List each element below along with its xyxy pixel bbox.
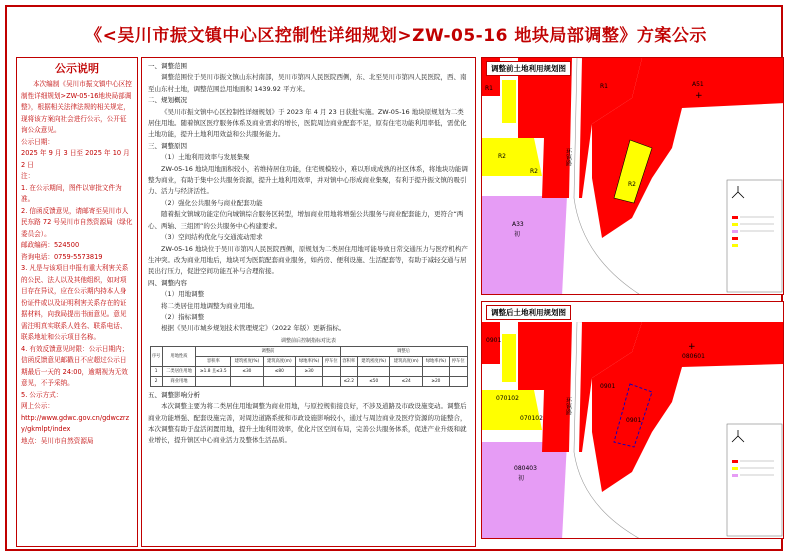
table-row bbox=[150, 366, 467, 376]
notice-paragraph: 公示日期： bbox=[21, 137, 54, 146]
subsection-heading: （2）强化公共服务与商业配套功能 bbox=[161, 198, 263, 207]
map-before-title: 调整前土地利用规划图 bbox=[486, 61, 571, 76]
notice-paragraph: 注： bbox=[21, 172, 35, 180]
notice-paragraph: 4. 有效反馈意见时限：公示日期内；信函反馈意见邮戳日不应超过公示日期最后一天的 24:00，逾期视为无效意见，不予采纳。 bbox=[21, 344, 129, 387]
legend-swatch-residential bbox=[732, 223, 738, 226]
subsection-heading: （1）用地调整 bbox=[161, 290, 205, 299]
legend-swatch-commercial bbox=[732, 216, 738, 219]
residential-parcel bbox=[502, 80, 516, 123]
table-cell bbox=[296, 376, 323, 386]
table-cell: ≤50 bbox=[358, 376, 390, 386]
parcel-label: 0901 bbox=[600, 383, 616, 390]
table-header: 建筑密度(%) bbox=[358, 356, 390, 366]
parcel-label: 070102 bbox=[520, 415, 543, 422]
subsection-heading: （2）指标调整 bbox=[161, 312, 205, 321]
table-cell bbox=[323, 376, 341, 386]
table-header: 容积率 bbox=[196, 356, 231, 366]
parcel-label: R2 bbox=[628, 181, 636, 188]
section-heading: 三、调整原因 bbox=[148, 141, 187, 150]
table-row bbox=[150, 376, 467, 386]
legend-swatch-residential bbox=[732, 467, 738, 470]
subsection-heading: （1）土地利用效率与发展集聚 bbox=[161, 153, 250, 162]
subsection-heading: （3）空间结构优化与交通流动需求 bbox=[161, 233, 263, 242]
residential-parcel bbox=[502, 334, 516, 382]
notice-paragraph: 1. 在公示期间，图件以审批文件为准。 bbox=[21, 183, 122, 203]
table-cell bbox=[449, 376, 467, 386]
section-text: 本次调整主要为将二类居住用地调整为商业用地，与原控规衔接良好，不涉及道路及市政设施变动。调整后商业功能增强、配套设施完善，对周边道路系统和市政设施影响较小，通过与周边商业及医疗资源的功能整合，本次调整有助于盘活闲置用地，提升土地利用效率，优化片区空间布局，完善公共服务体系，促进产业升级和就业增长，提升镇区中心商业活力及整体生活品质。 bbox=[148, 402, 467, 445]
parcel-label: R2 bbox=[530, 168, 538, 175]
table-cell bbox=[449, 366, 467, 376]
table-cell bbox=[231, 376, 263, 386]
content-panel bbox=[141, 57, 476, 547]
legend-swatch-education bbox=[732, 474, 738, 477]
indicator-table bbox=[150, 346, 468, 387]
notice-paragraph: 5. 公示方式： bbox=[21, 390, 63, 399]
table-cell: 1 bbox=[150, 366, 162, 376]
table-cell bbox=[422, 366, 449, 376]
parcel-label: 初 bbox=[514, 231, 521, 238]
education-parcel bbox=[482, 442, 567, 539]
legend-swatch-education bbox=[732, 230, 738, 233]
table-header: 绿地率(%) bbox=[296, 356, 323, 366]
section-text: 调整范围位于吴川市振文镇山东村南部，吴川市第四人民医院西侧，东、北至吴川市第四人民医院，西、南至山东村土地，调整范围总用地面积 1439.92 平方米。 bbox=[148, 73, 467, 93]
table-cell bbox=[263, 376, 296, 386]
table-cell bbox=[196, 376, 231, 386]
parcel-label: 080403 bbox=[514, 465, 537, 472]
table-cell: ≥1.8 且≤3.5 bbox=[196, 366, 231, 376]
notice-paragraph: 本次编制《吴川市振文镇中心区控制性详细规划>ZW-05-16地块局部调整》，根据相关法律法规的相关规定，现将该方案向社会进行公示，公开征询公众意见。 bbox=[21, 80, 132, 134]
education-parcel bbox=[482, 196, 567, 295]
map-after-panel bbox=[481, 301, 784, 539]
table-cell: ≥20 bbox=[422, 376, 449, 386]
notice-paragraph: 地点：吴川市自然资源局 bbox=[21, 436, 94, 445]
table-header: 调整后 bbox=[340, 346, 467, 356]
map-before-panel bbox=[481, 57, 784, 295]
hospital-cross-icon: + bbox=[688, 342, 696, 352]
notice-link[interactable]: http://www.gdwc.gov.cn/gdwczrzy/gkmlpt/index bbox=[21, 413, 130, 433]
table-cell: ≤2.2 bbox=[340, 376, 358, 386]
table-caption: 调整前后控制指标对比表 bbox=[280, 337, 336, 344]
table-cell bbox=[323, 366, 341, 376]
notice-paragraph: 邮政编码：524500 bbox=[21, 241, 80, 249]
table-header: 绿地率(%) bbox=[422, 356, 449, 366]
section-text: ZW-05-16 地块位于吴川市第四人民医院西侧，原规划为二类居住用地可能导致日常交通压力与医疗机构产生冲突。改为商业用地后，地块可为医院配套商业服务，如药房、便利设施、生活配套等，有助于减轻交通与居民出行压力，促进空间功能互补与合理衔接。 bbox=[148, 244, 468, 276]
table-cell: 2 bbox=[150, 376, 162, 386]
table-cell bbox=[390, 366, 423, 376]
page-title: 《<吴川市振文镇中心区控制性详细规划>ZW-05-16 地块局部调整》方案公示 bbox=[85, 26, 707, 46]
table-header: 容积率 bbox=[340, 356, 358, 366]
table-cell bbox=[340, 366, 358, 376]
table-cell: ≤30 bbox=[231, 366, 263, 376]
map-before-svg bbox=[482, 58, 784, 295]
notice-paragraph: 3. 凡是与该项目申报有重大利害关系的公民、法人以及其他组织，如对项目存在异议，应在公示期内持本人身份证件或以及证明利害关系存在的证据材料，向我局提出书面意见。意见需注明真实联系人姓名、联系电话、联系地址和公示项目名称。 bbox=[21, 264, 129, 341]
table-header: 停车位 bbox=[323, 356, 341, 366]
map-after-svg bbox=[482, 302, 784, 539]
parcel-label: 070102 bbox=[496, 395, 519, 402]
section-text: ZW-05-16 地块用地面积较小，若维持居住功能，住宅规模较小，难以形成成熟的社区体系，将地块功能调整为商业，有助于集中公共服务资源，提升土地利用效率，并对镇中心形成商业集聚，有利于提升振文镇的吸引力、活力与经济活性。 bbox=[148, 164, 468, 196]
notice-paragraph: 咨询电话：0759-5573819 bbox=[21, 252, 103, 261]
legend-box bbox=[727, 424, 782, 536]
parcel-label: A51 bbox=[692, 81, 704, 88]
section-heading: 二、规划概况 bbox=[148, 96, 187, 105]
legend-swatch-commercial bbox=[732, 460, 738, 463]
table-header: 调整前 bbox=[196, 346, 340, 356]
road-label: 环镇路 bbox=[564, 148, 572, 166]
table-cell bbox=[358, 366, 390, 376]
legend-box bbox=[727, 180, 782, 292]
table-header: 建筑密度(%) bbox=[231, 356, 263, 366]
table-header: 停车位 bbox=[449, 356, 467, 366]
parcel-label: 初 bbox=[518, 475, 525, 482]
notice-paragraph: 2. 信函反馈意见，请邮寄至吴川市人民东路 72 号吴川市自然资源局（绿化委员会）。 bbox=[21, 206, 133, 238]
notice-heading: 公示说明 bbox=[55, 62, 99, 75]
hospital-cross-icon: + bbox=[695, 91, 703, 101]
table-cell: 商业用地 bbox=[162, 376, 196, 386]
poster-frame bbox=[5, 5, 783, 551]
parcel-label: A33 bbox=[512, 221, 524, 228]
section-heading: 五、调整影响分析 bbox=[148, 390, 200, 399]
section-text: 将二类居住用地调整为商业用地。 bbox=[161, 301, 259, 310]
section-heading: 一、调整范围 bbox=[148, 62, 187, 70]
table-header: 建筑高度(m) bbox=[390, 356, 423, 366]
map-after-title: 调整后土地利用规划图 bbox=[486, 305, 571, 320]
section-text: 《吴川市振文镇中心区控制性详细规划》于 2023 年 4 月 23 日获批实施。ZW-05-16 地块原规划为二类居住用地。随着镇区医疗服务体系及商业需求的增长，医院周边商业配套不足，原有住宅功能利用率低，需优化土地功能，提升土地利用效益和公共服务能力。 bbox=[148, 107, 467, 139]
table-header: 序号 bbox=[150, 346, 162, 366]
section-text: 根据《吴川市城乡规划技术管理规定》（2022 年版）更新指标。 bbox=[161, 324, 346, 333]
table-header: 用地性质 bbox=[162, 346, 196, 366]
notice-panel bbox=[16, 57, 138, 547]
parcel-label: R1 bbox=[485, 85, 493, 92]
table-header: 建筑高度(m) bbox=[263, 356, 296, 366]
table-cell: 二类居住用地 bbox=[162, 366, 196, 376]
parcel-label: R1 bbox=[600, 83, 608, 90]
notice-paragraph: 网上公示： bbox=[21, 402, 54, 410]
parcel-label: R2 bbox=[498, 153, 506, 160]
notice-paragraph: 2025 年 9 月 3 日至 2025 年 10 月 2 日 bbox=[21, 149, 130, 169]
parcel-label: 0901 bbox=[486, 337, 502, 344]
legend-swatch-commercial bbox=[732, 237, 738, 240]
table-cell: ≥30 bbox=[296, 366, 323, 376]
section-heading: 四、调整内容 bbox=[148, 278, 187, 287]
parcel-label: 0901 bbox=[626, 417, 642, 424]
road-label: 环镇路 bbox=[564, 397, 572, 415]
table-cell: ≤24 bbox=[390, 376, 423, 386]
legend-swatch-residential bbox=[732, 244, 738, 247]
parcel-label: 080601 bbox=[682, 353, 705, 360]
section-text: 随着振文镇城功能定位向城镇综合服务区转型，增加商业用地将增强公共服务与商业配套能力，更符合“两心、两轴、三组团”的公共服务中心构建要求。 bbox=[148, 210, 464, 230]
table-cell: ≤80 bbox=[263, 366, 296, 376]
